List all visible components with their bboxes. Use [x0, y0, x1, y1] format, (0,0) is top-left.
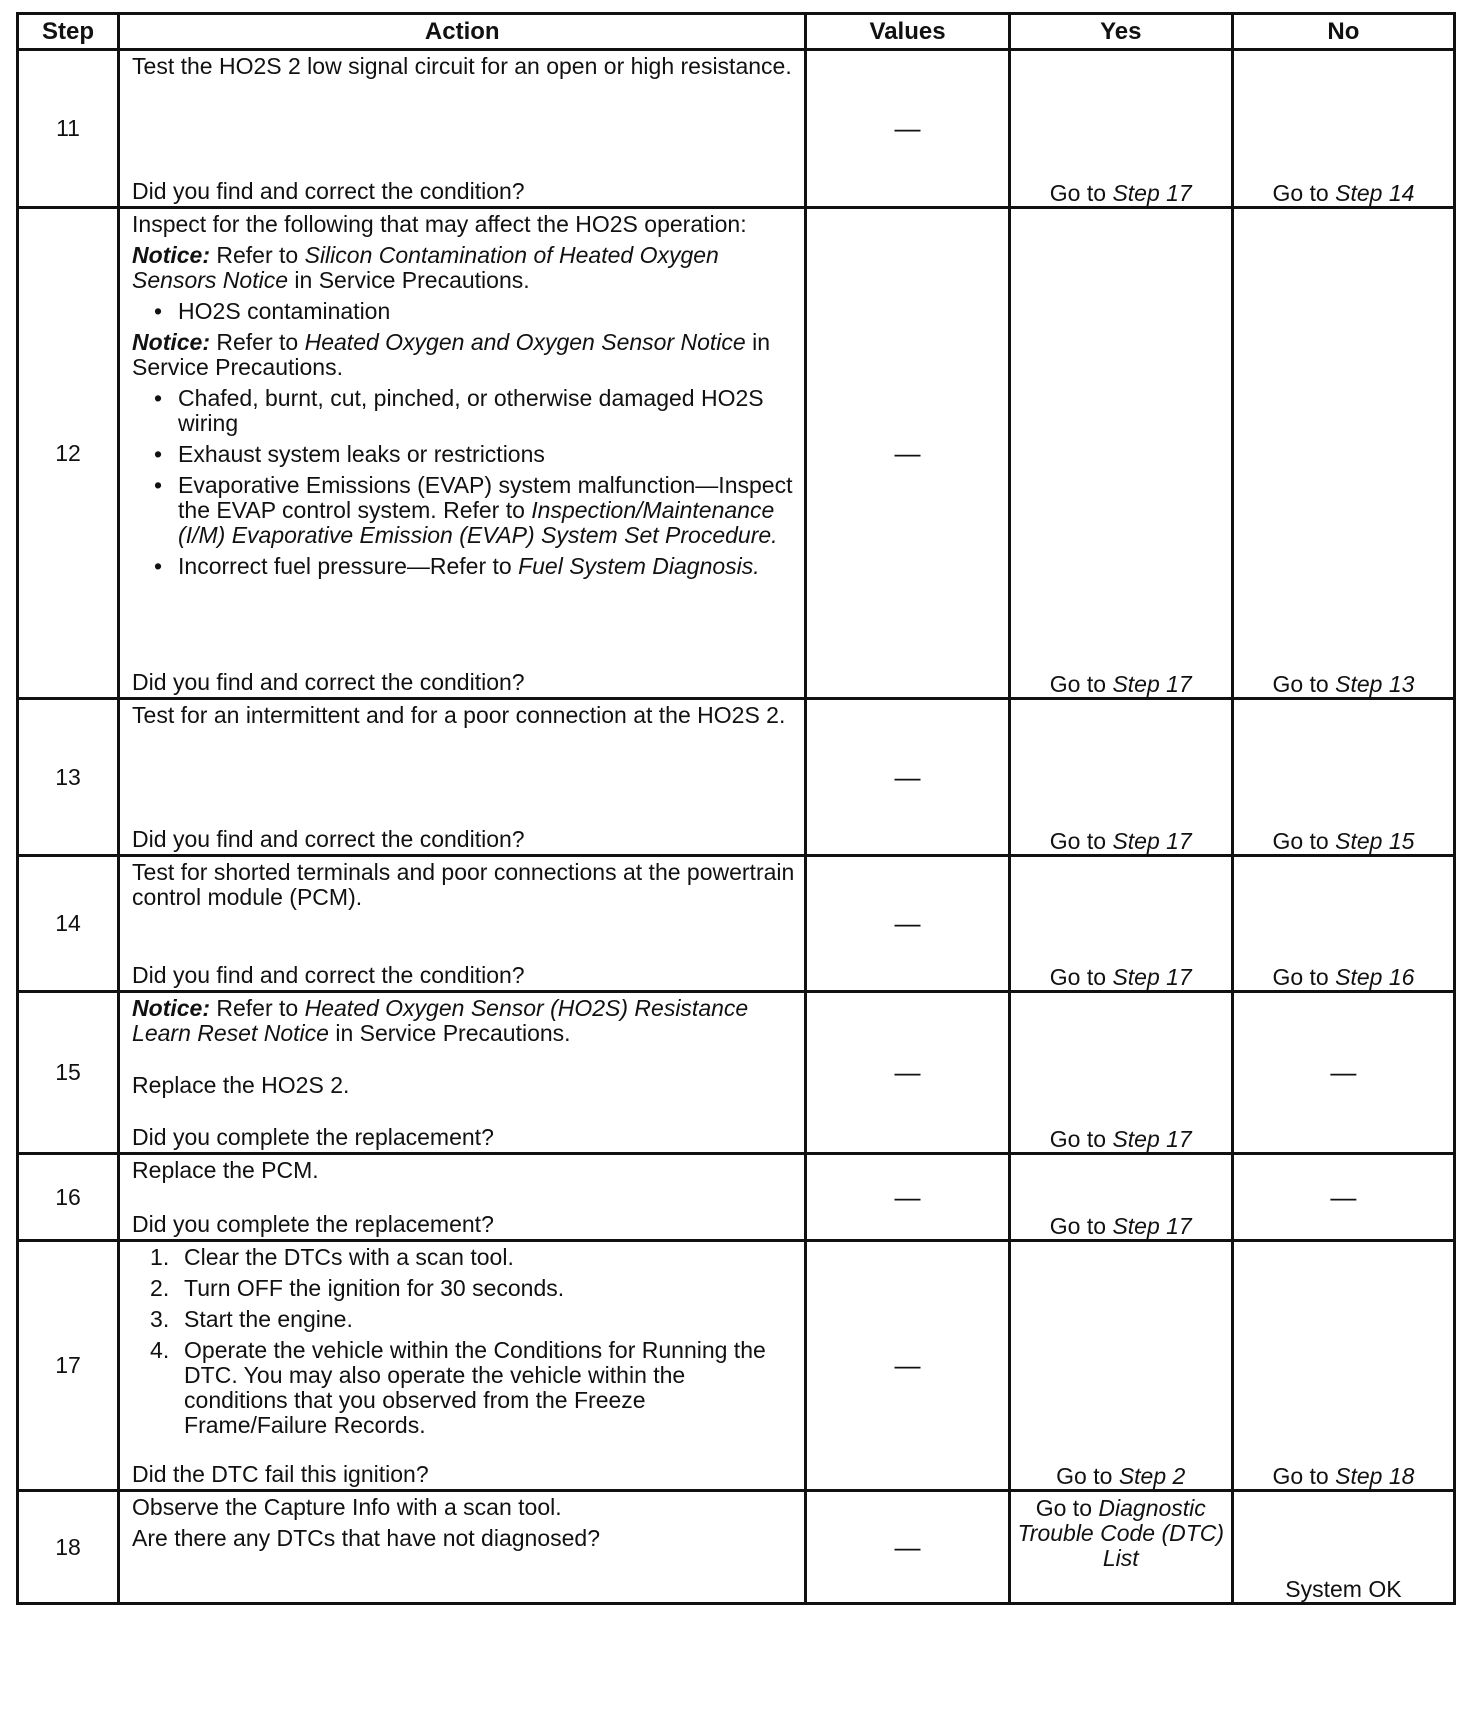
step-link[interactable]: Step 17 [1112, 1213, 1192, 1239]
table-row-step-12 [18, 208, 1455, 699]
header-values: Values [806, 14, 1009, 50]
notice-prefix: Refer to [216, 329, 299, 355]
step-link[interactable]: Step 17 [1112, 180, 1192, 206]
header-action: Action [119, 14, 806, 50]
list-item [150, 1244, 794, 1270]
list-item [150, 1337, 794, 1438]
action-text: Replace the PCM. [132, 1157, 319, 1183]
diagnostic-table [16, 12, 1456, 1605]
list-item-text: Turn OFF the ignition for 30 seconds. [184, 1275, 565, 1301]
values-cell: — [806, 208, 1009, 699]
bullet-list [132, 299, 794, 324]
header-step: Step [18, 14, 119, 50]
action-cell [119, 50, 806, 208]
procedure-reference[interactable]: Inspection/Maintenance (I/M) Evaporative Emission (EVAP) System Set Procedure. [178, 497, 778, 548]
action-cell [119, 1241, 806, 1491]
no-cell: System OK [1232, 1491, 1454, 1604]
step-number: 18 [18, 1491, 119, 1604]
yes-cell [1009, 856, 1232, 992]
action-text: Observe the Capture Info with a scan tool. [132, 1494, 562, 1520]
step-link[interactable]: Step 17 [1112, 671, 1192, 697]
header-row [18, 14, 1455, 50]
no-cell: — [1232, 992, 1454, 1154]
question-text: Did you find and correct the condition? [132, 962, 525, 988]
table-row-step-16 [18, 1154, 1455, 1241]
step-number: 16 [18, 1154, 119, 1241]
notice-text [132, 243, 794, 293]
notice-label: Notice: [132, 995, 210, 1021]
yes-cell [1009, 1154, 1232, 1241]
notice-text [132, 996, 794, 1046]
list-item [178, 554, 794, 579]
yes-cell [1009, 1241, 1232, 1491]
table-row-step-13 [18, 699, 1455, 856]
list-number: 2. [150, 1275, 170, 1301]
go-to-label: Go to [1049, 671, 1107, 697]
procedure-reference[interactable]: Fuel System Diagnosis. [518, 553, 760, 579]
notice-text [132, 330, 794, 380]
go-to-label: Go to [1272, 964, 1329, 990]
notice-prefix: Refer to [216, 995, 299, 1021]
yes-cell [1009, 699, 1232, 856]
action-cell [119, 208, 806, 699]
list-item [150, 1306, 794, 1332]
step-link[interactable]: Step 17 [1112, 1126, 1192, 1152]
step-link[interactable]: Step 18 [1335, 1463, 1415, 1489]
table-row-step-14 [18, 856, 1455, 992]
action-cell [119, 856, 806, 992]
yes-cell [1009, 50, 1232, 208]
go-to-label: Go to [1272, 1463, 1329, 1489]
values-cell: — [806, 856, 1009, 992]
values-cell: — [806, 50, 1009, 208]
no-cell [1232, 1241, 1454, 1491]
go-to-label: Go to [1272, 180, 1329, 206]
step-number: 17 [18, 1241, 119, 1491]
notice-label: Notice: [132, 242, 210, 268]
values-cell: — [806, 1154, 1009, 1241]
question-text: Did the DTC fail this ignition? [132, 1461, 429, 1487]
action-text: Test for an intermittent and for a poor connection at the HO2S 2. [132, 702, 786, 728]
action-text: Replace the HO2S 2. [132, 1072, 350, 1098]
question-text: Did you find and correct the condition? [132, 669, 525, 695]
step-link[interactable]: Step 13 [1335, 671, 1415, 697]
table-row-step-18 [18, 1491, 1455, 1604]
notice-reference[interactable]: Heated Oxygen Sensor (HO2S) Resistance Learn Reset Notice [132, 995, 749, 1046]
go-to-label: Go to [1049, 180, 1107, 206]
step-number: 12 [18, 208, 119, 699]
list-item-text: Operate the vehicle within the Conditions for Running the DTC. You may also operate the vehicle within the conditions that you observed from the Freeze Frame/Failure Records. [184, 1337, 766, 1438]
question-text: Did you complete the replacement? [132, 1124, 494, 1150]
step-link[interactable]: Step 14 [1335, 180, 1415, 206]
list-item [150, 1275, 794, 1301]
no-cell [1232, 856, 1454, 992]
list-item-text: Incorrect fuel pressure—Refer to [178, 553, 512, 579]
header-yes: Yes [1009, 14, 1232, 50]
yes-cell [1009, 1491, 1232, 1604]
go-to-label: Go to [1049, 964, 1107, 990]
go-to-label: Go to [1049, 828, 1107, 854]
notice-suffix: in Service Precautions. [294, 267, 530, 293]
step-number: 14 [18, 856, 119, 992]
table-row-step-15 [18, 992, 1455, 1154]
list-item-text: Clear the DTCs with a scan tool. [184, 1244, 514, 1270]
step-number: 15 [18, 992, 119, 1154]
step-link[interactable]: Step 15 [1335, 828, 1415, 854]
action-cell [119, 699, 806, 856]
values-cell: — [806, 699, 1009, 856]
dtc-list-link[interactable]: Diagnostic Trouble Code (DTC) List [1017, 1495, 1225, 1571]
question-text: Are there any DTCs that have not diagnosed? [132, 1525, 600, 1551]
step-number: 13 [18, 699, 119, 856]
step-link[interactable]: Step 2 [1118, 1463, 1186, 1489]
values-cell: — [806, 1241, 1009, 1491]
list-item-text: Start the engine. [184, 1306, 353, 1332]
action-cell [119, 1491, 806, 1604]
no-cell: — [1232, 1154, 1454, 1241]
bullet-list [132, 386, 794, 579]
notice-prefix: Refer to [216, 242, 299, 268]
list-item-text: Evaporative Emissions (EVAP) system malfunction—Inspect the EVAP control system. Refer to [178, 472, 793, 523]
list-item: • HO2S contamination [178, 299, 794, 324]
step-link[interactable]: Step 17 [1112, 964, 1192, 990]
table-row-step-17 [18, 1241, 1455, 1491]
notice-reference[interactable]: Silicon Contamination of Heated Oxygen Sensors Notice [132, 242, 719, 293]
action-text: Test for shorted terminals and poor connections at the powertrain control module (PCM). [132, 859, 795, 910]
no-cell [1232, 208, 1454, 699]
list-number: 3. [150, 1306, 170, 1332]
notice-suffix: in Service Precautions. [132, 329, 770, 380]
action-text: Test the HO2S 2 low signal circuit for an open or high resistance. [132, 53, 792, 79]
go-to-label: Go to [1056, 1463, 1113, 1489]
list-number: 1. [150, 1244, 170, 1270]
action-cell [119, 1154, 806, 1241]
notice-suffix: in Service Precautions. [335, 1020, 571, 1046]
values-cell: — [806, 1491, 1009, 1604]
go-to-label: Go to [1049, 1213, 1107, 1239]
no-cell [1232, 50, 1454, 208]
action-cell [119, 992, 806, 1154]
question-text: Did you complete the replacement? [132, 1211, 494, 1237]
header-no: No [1232, 14, 1454, 50]
action-text: Inspect for the following that may affect the HO2S operation: [132, 211, 747, 237]
no-cell [1232, 699, 1454, 856]
yes-cell [1009, 208, 1232, 699]
list-item [178, 473, 794, 548]
notice-reference[interactable]: Heated Oxygen and Oxygen Sensor Notice [304, 329, 746, 355]
go-to-label: Go to [1272, 828, 1329, 854]
step-link[interactable]: Step 16 [1335, 964, 1415, 990]
step-number: 11 [18, 50, 119, 208]
numbered-list [132, 1245, 794, 1444]
list-item: • Chafed, burnt, cut, pinched, or otherwise damaged HO2S wiring [178, 386, 794, 436]
values-cell: — [806, 992, 1009, 1154]
table-row-step-11 [18, 50, 1455, 208]
question-text: Did you find and correct the condition? [132, 178, 525, 204]
step-link[interactable]: Step 17 [1112, 828, 1192, 854]
go-to-label: Go to [1049, 1126, 1107, 1152]
list-item: • Exhaust system leaks or restrictions [178, 442, 794, 467]
go-to-label: Go to [1035, 1495, 1092, 1521]
question-text: Did you find and correct the condition? [132, 826, 525, 852]
yes-cell [1009, 992, 1232, 1154]
notice-label: Notice: [132, 329, 210, 355]
list-number: 4. [150, 1337, 170, 1363]
go-to-label: Go to [1272, 671, 1329, 697]
